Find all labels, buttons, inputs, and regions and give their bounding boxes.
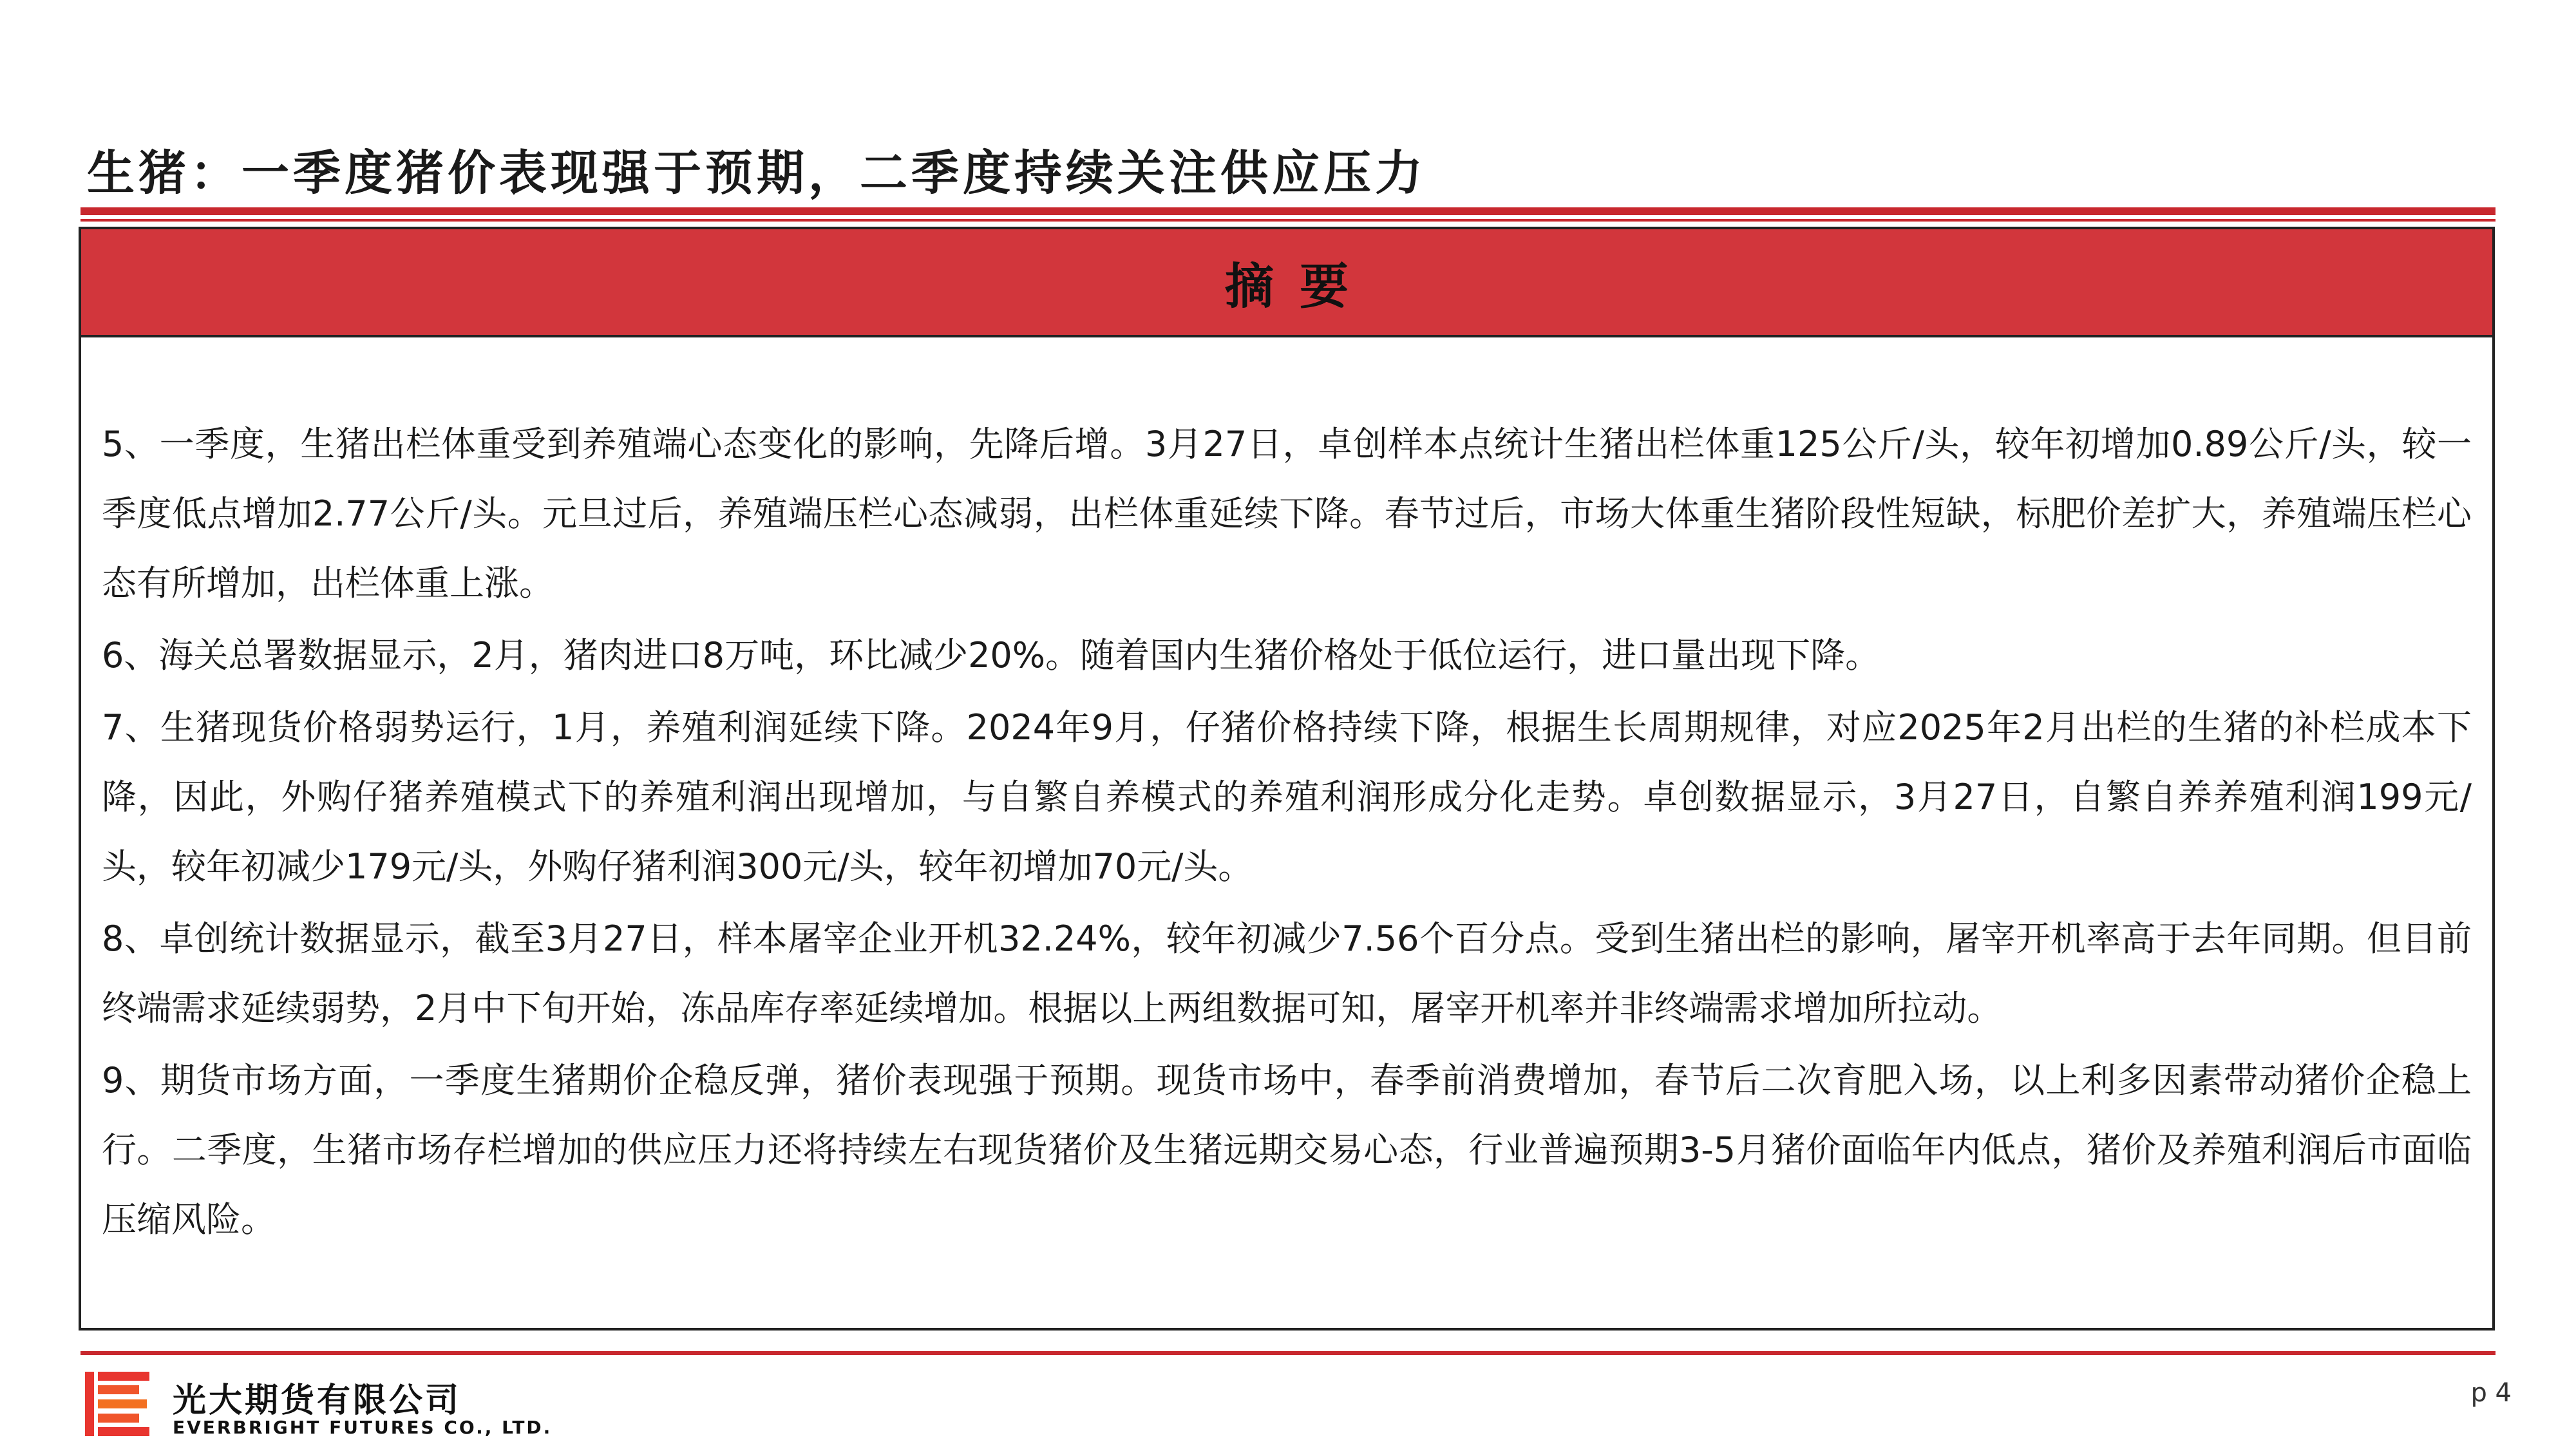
summary-box [79,227,2495,1331]
everbright-logo-icon [85,1372,149,1436]
summary-paragraph-9: 9、期货市场方面，一季度生猪期价企稳反弹，猪价表现强于预期。现货市场中，春季前消费增加，春节后二次育肥入场，以上利多因素带动猪价企稳上行。二季度，生猪市场存栏增加的供应压力还将持续左右现货猪价及生猪远期交易心态，行业普遍预期3-5月猪价面临年内低点，猪价及养殖利润后市面临压缩风险。 [102,1060,2472,1240]
company-name-cn: 光大期货有限公司 [173,1381,462,1420]
summary-body [102,410,2472,1257]
summary-paragraph-5: 5、一季度，生猪出栏体重受到养殖端心态变化的影响，先降后增。3月27日，卓创样本点统计生猪出栏体重125公斤/头，较年初增加0.89公斤/头，较一季度低点增加2.77公斤/头。元旦过后，养殖端压栏心态减弱，出栏体重延续下降。春节过后，市场大体重生猪阶段性短缺，标肥价差扩大，养殖端压栏心态有所增加，出栏体重上涨。 [102,424,2472,603]
summary-header [81,229,2492,337]
summary-paragraph-8: 8、卓创统计数据显示，截至3月27日，样本屠宰企业开机32.24%，较年初减少7.56个百分点。受到生猪出栏的影响，屠宰开机率高于去年同期。但目前终端需求延续弱势，2月中下旬开始，冻品库存率延续增加。根据以上两组数据可知，屠宰开机率并非终端需求增加所拉动。 [102,918,2472,1028]
summary-header-label: 摘要 [1225,257,1374,315]
summary-paragraph-7: 7、生猪现货价格弱势运行，1月，养殖利润延续下降。2024年9月，仔猪价格持续下降，根据生长周期规律，对应2025年2月出栏的生猪的补栏成本下降，因此，外购仔猪养殖模式下的养殖利润出现增加，与自繁自养模式的养殖利润形成分化走势。卓创数据显示，3月27日，自繁自养养殖利润199元/头，较年初减少179元/头，外购仔猪利润300元/头，较年初增加70元/头。 [102,707,2472,887]
title-rule [80,207,2496,215]
page-title: 生猪：一季度猪价表现强于预期，二季度持续关注供应压力 [87,146,1426,201]
page-number: p 4 [2470,1378,2512,1408]
summary-paragraph-6: 6、海关总署数据显示，2月，猪肉进口8万吨，环比减少20%。随着国内生猪价格处于低位运行，进口量出现下降。 [102,635,1880,676]
company-name-en: EVERBRIGHT FUTURES CO., LTD. [173,1417,553,1438]
title-rule-thin [80,219,2496,222]
footer-rule [80,1351,2496,1355]
